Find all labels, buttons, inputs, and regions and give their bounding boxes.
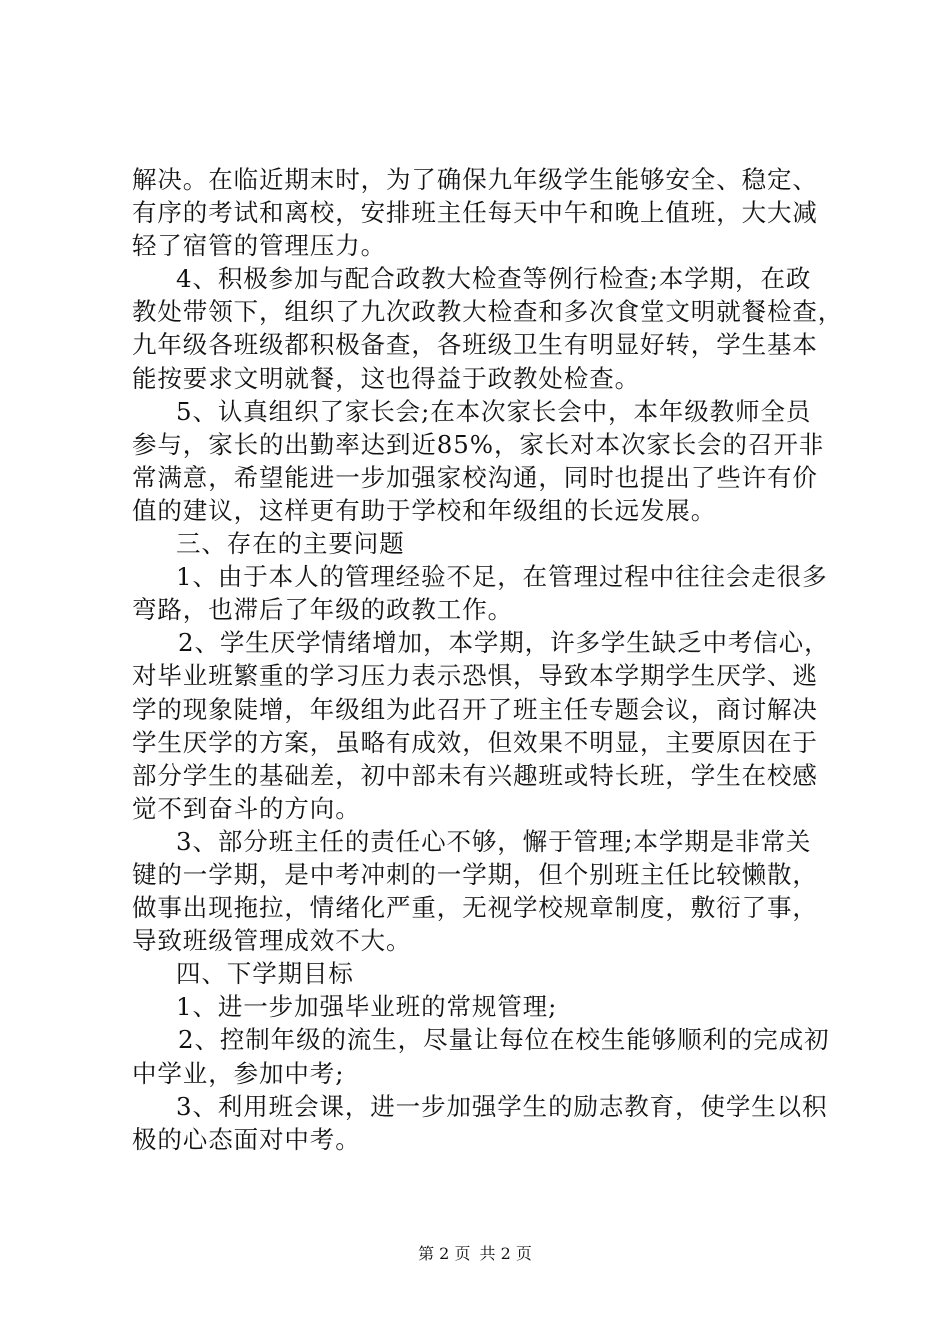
text-line: 常满意，希望能进一步加强家校沟通，同时也提出了些许有价 [132,462,818,492]
page-footer [0,1244,950,1264]
text-line: 学的现象陡增，年级组为此召开了班主任专题会议，商讨解决 [132,694,818,724]
text-line: 教处带领下，组织了九次政教大检查和多次食堂文明就餐检查， [132,297,844,327]
text-line: 对毕业班繁重的学习压力表示恐惧，导致本学期学生厌学、逃 [132,661,818,691]
text-line: 1、进一步加强毕业班的常规管理; [176,992,558,1022]
text-line: 2、学生厌学情绪增加，本学期，许多学生缺乏中考信心， [178,628,830,658]
text-line: 学生厌学的方案，虽略有成效，但效果不明显，主要原因在于 [132,727,818,757]
text-line: 参与，家长的出勤率达到近85%，家长对本次家长会的召开非 [132,429,825,459]
text-line: 2、控制年级的流生，尽量让每位在校生能够顺利的完成初 [178,1025,830,1055]
text-line: 解决。在临近期末时，为了确保九年级学生能够安全、稳定、 [132,165,818,194]
text-line: 3、利用班会课，进一步加强学生的励志教育，使学生以积 [176,1091,828,1121]
text-line: 做事出现拖拉，情绪化严重，无视学校规章制度，敷衍了事， [132,893,818,923]
text-line: 5、认真组织了家长会;在本次家长会中，本年级教师全员 [176,396,812,426]
text-line: 值的建议，这样更有助于学校和年级组的长远发展。 [132,495,717,525]
text-line: 弯路，也滞后了年级的政教工作。 [132,595,513,625]
section-heading: 四、下学期目标 [176,959,354,989]
text-line: 有序的考试和离校，安排班主任每天中午和晚上值班，大大减 [132,198,818,228]
page-number: 第 2 页 [418,1244,471,1263]
text-line: 部分学生的基础差，初中部未有兴趣班或特长班，学生在校感 [132,760,818,790]
text-line: 轻了宿管的管理压力。 [132,231,386,261]
text-line: 九年级各班级都积极备查，各班级卫生有明显好转，学生基本 [132,330,818,360]
text-line: 3、部分班主任的责任心不够，懈于管理;本学期是非常关 [176,826,812,856]
text-line: 键的一学期，是中考冲刺的一学期，但个别班主任比较懒散， [132,859,818,889]
text-line: 能按要求文明就餐，这也得益于政教处检查。 [132,363,640,393]
document-body [132,163,844,1156]
text-line: 中学业，参加中考; [132,1058,345,1088]
section-heading: 三、存在的主要问题 [176,529,405,559]
text-line: 4、积极参加与配合政教大检查等例行检查;本学期，在政 [176,264,812,294]
text-line: 1、由于本人的管理经验不足，在管理过程中往往会走很多 [176,562,828,592]
text-line: 极的心态面对中考。 [132,1124,361,1154]
text-line: 导致班级管理成效不大。 [132,926,412,956]
page-total: 共 2 页 [479,1244,532,1263]
text-line: 觉不到奋斗的方向。 [132,793,361,823]
